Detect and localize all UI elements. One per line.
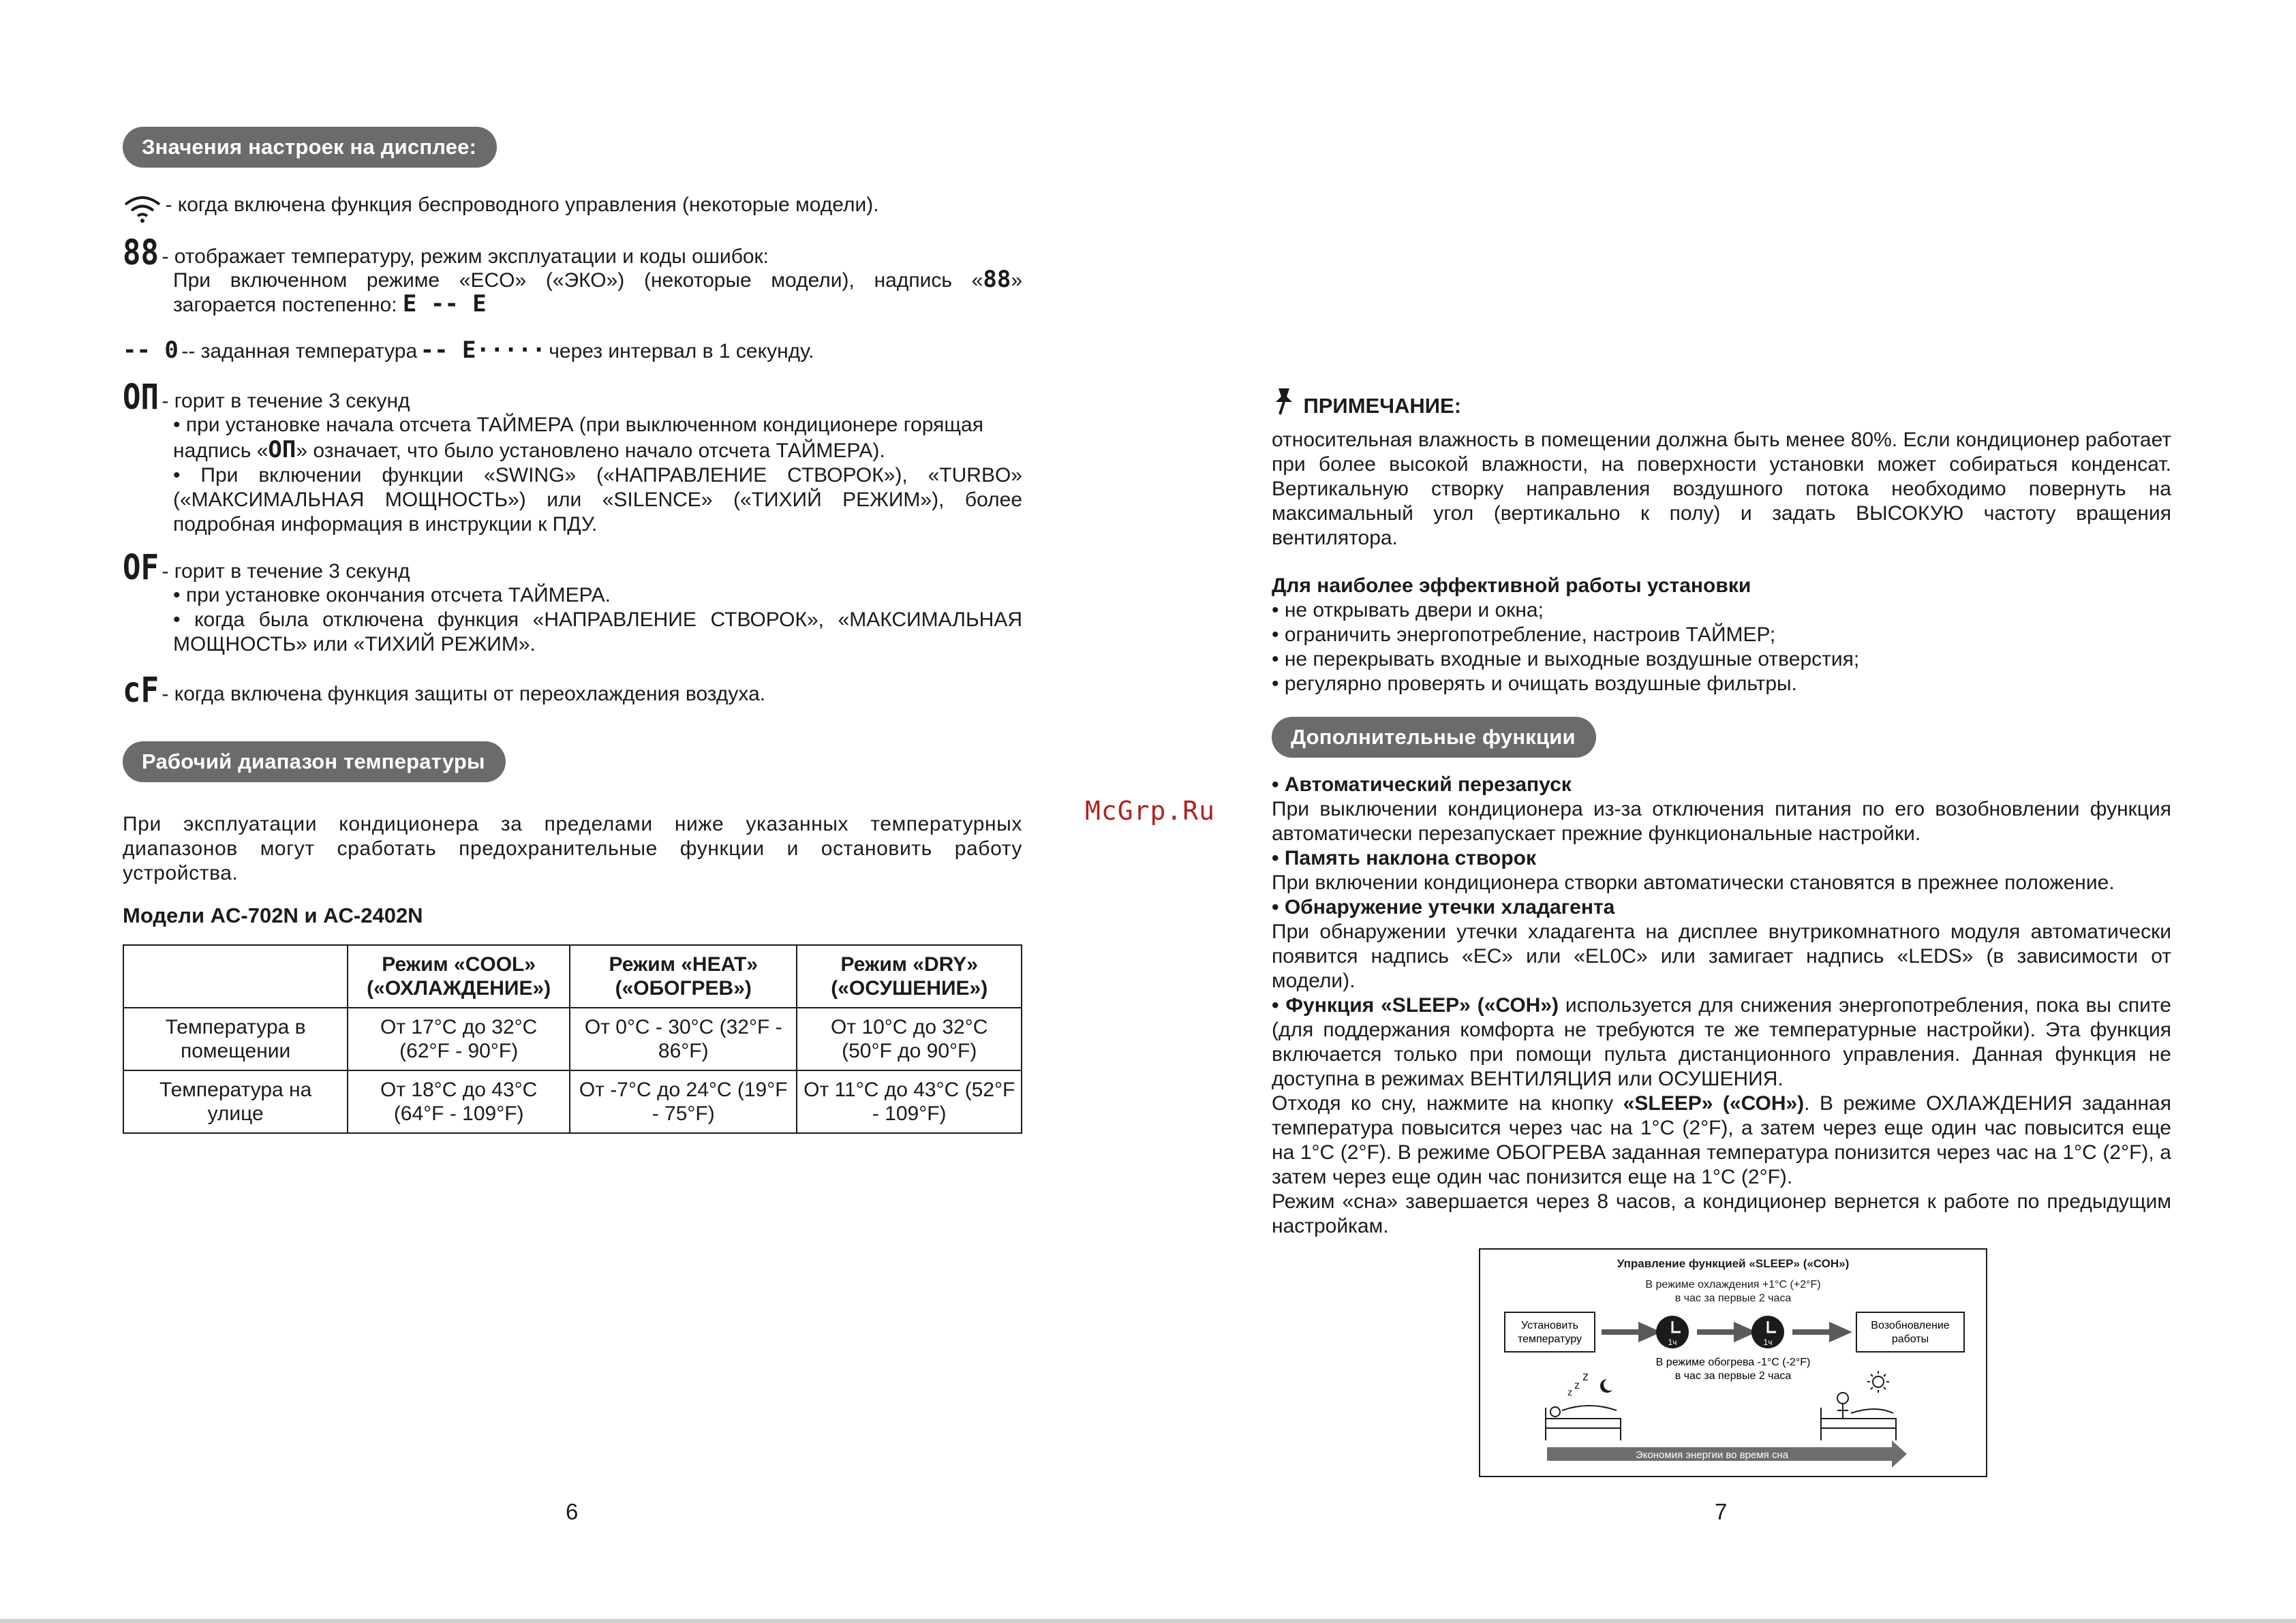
table-cell: От 10°C до 32°C (50°F до 90°F) bbox=[797, 1008, 1022, 1070]
of-line1: - горит в течение 3 секунд bbox=[162, 560, 410, 583]
resume-box-line1: Возобновление bbox=[1871, 1320, 1950, 1331]
on-line1: - горит в течение 3 секунд bbox=[162, 390, 410, 412]
diagram-cool-line1: В режиме охлаждения +1°C (+2°F) bbox=[1645, 1279, 1821, 1290]
wifi-icon bbox=[123, 194, 162, 223]
sleeping-bed-icon bbox=[1546, 1370, 1621, 1440]
restart-text: При выключении кондиционера из-за отключения питания по его возобновлении функция автоматически перезапускает прежние функциональные настройки. bbox=[1272, 798, 2171, 845]
models-title: Модели AC-702N и AC-2402N bbox=[123, 903, 423, 927]
eco-gradual-text: загорается постепенно: bbox=[173, 294, 397, 316]
interval-text-b: через интервал в 1 секунду. bbox=[549, 340, 814, 362]
watermark: McGrp.Ru bbox=[1085, 796, 1216, 826]
arrow-right-icon bbox=[1792, 1326, 1846, 1338]
list-item: • регулярно проверять и очищать воздушные фильтры. bbox=[1272, 673, 1797, 695]
efficiency-block bbox=[1272, 574, 2171, 696]
louver-title: • Память наклона створок bbox=[1272, 847, 1536, 869]
on-line2: • при установке начала отсчета ТАЙМЕРА (при выключенном кондиционере горящая bbox=[173, 414, 983, 436]
interval-row bbox=[123, 337, 1022, 364]
range-section-title: Рабочий диапазон температуры bbox=[123, 741, 506, 782]
table-header-cell bbox=[123, 945, 348, 1008]
temperature-table bbox=[123, 944, 1022, 1134]
set-temp-box-line1: Установить bbox=[1521, 1320, 1578, 1331]
segment-on-small-icon: ОП bbox=[268, 436, 296, 463]
of-details bbox=[123, 583, 1022, 657]
sleep3-text: Режим «сна» завершается через 8 часов, а кондиционер вернется к работе по предыдущим настройкам. bbox=[1272, 1190, 2171, 1237]
svg-text:z: z bbox=[1582, 1370, 1589, 1383]
resume-box bbox=[1856, 1312, 1964, 1352]
wifi-text: - когда включена функция беспроводного управления (некоторые модели). bbox=[165, 194, 879, 217]
moon-icon bbox=[1600, 1379, 1612, 1393]
table-row bbox=[123, 1070, 1022, 1133]
eco-line-2 bbox=[123, 292, 1022, 318]
table-cell: От 0°C - 30°C (32°F - 86°F) bbox=[570, 1008, 797, 1070]
eco-text-b: » bbox=[1011, 269, 1022, 292]
page-number-left: 6 bbox=[566, 1499, 579, 1524]
table-cell: От 18°C до 43°C (64°F - 109°F) bbox=[348, 1070, 570, 1133]
extra-body bbox=[1272, 773, 2171, 1239]
segment-e-icon: Е -- Е bbox=[402, 290, 487, 318]
clock-label: 1ч bbox=[1763, 1338, 1773, 1347]
display-section-header bbox=[123, 127, 1022, 168]
left-page bbox=[123, 0, 1022, 1623]
sleep-title: • Функция «SLEEP» («СОН») bbox=[1272, 994, 1559, 1017]
segment-on-icon: ОП bbox=[123, 377, 159, 418]
sleep-text: используется для снижения энергопотребления, пока вы спите (для поддержания комфорта не требуются те же температурные настройки). Эта функция включается только при помощи пульта дистанционного управления. Данная функция не доступна в режимах ВЕНТИЛЯЦИЯ или ОСУШЕНИЯ. bbox=[1272, 994, 2171, 1090]
leak-text: При обнаружении утечки хладагента на дисплее внутрикомнатного модуля автоматически появится надпись «EC» или «EL0C» или замигает надпись «LEDS» (в зависимости от модели). bbox=[1272, 921, 2171, 992]
table-header-cell: Режим «COOL» («ОХЛАЖДЕНИЕ») bbox=[348, 945, 570, 1008]
on-details bbox=[123, 413, 1022, 537]
table-cell: От 11°C до 43°C (52°F - 109°F) bbox=[797, 1070, 1022, 1133]
display-section-title: Значения настроек на дисплее: bbox=[123, 127, 497, 168]
set-temp-box bbox=[1505, 1312, 1595, 1352]
list-item: • не перекрывать входные и выходные воздушные отверстия; bbox=[1272, 648, 1860, 670]
sleep2-text-a: Отходя ко сну, нажмите на кнопку bbox=[1272, 1092, 1623, 1115]
on-row bbox=[123, 377, 1022, 418]
on-line3a: надпись « bbox=[173, 439, 269, 462]
note-text: относительная влажность в помещении должна быть менее 80%. Если кондиционер работает при более высокой влажности, на поверхности установки может собираться конденсат. Вертикальную створку направления воздушного потока необходимо повернуть на максимальный угол (вертикально к полу) и задать ВЫСОКУЮ частоту вращения вентилятора. bbox=[1272, 429, 2171, 549]
models-row bbox=[123, 903, 1022, 928]
sleep2-bold: «SLEEP» («СОН») bbox=[1623, 1092, 1805, 1115]
svg-text:z: z bbox=[1574, 1380, 1580, 1391]
note-title: ПРИМЕЧАНИЕ: bbox=[1303, 394, 1462, 418]
on-line4: • При включении функции «SWING» («НАПРАВЛЕНИЕ СТВОРОК»), «TURBO» («МАКСИМАЛЬНАЯ МОЩНОСТЬ») или «SILENCE» («ТИХИЙ РЕЖИМ»), более подробная информация в инструкции к ПДУ. bbox=[173, 464, 1022, 536]
energy-bar-label: Экономия энергии во время сна bbox=[1635, 1449, 1789, 1461]
leak-title: • Обнаружение утечки хладагента bbox=[1272, 896, 1615, 918]
eco-text-a: При включенном режиме «ECO» («ЭКО») (некоторые модели), надпись « bbox=[173, 269, 983, 292]
range-section-header bbox=[123, 741, 1022, 782]
sun-icon bbox=[1867, 1371, 1889, 1393]
table-header-cell: Режим «DRY» («ОСУШЕНИЕ») bbox=[797, 945, 1022, 1008]
note-body bbox=[1272, 428, 2171, 551]
waking-bed-icon bbox=[1821, 1393, 1896, 1440]
arrow-right-icon bbox=[1697, 1326, 1750, 1338]
page-number-right: 7 bbox=[1715, 1499, 1728, 1524]
resume-box-line2: работы bbox=[1891, 1333, 1929, 1345]
svg-text:z: z bbox=[1567, 1387, 1572, 1397]
louver-text: При включении кондиционера створки автоматически становятся в прежнее положение. bbox=[1272, 871, 2115, 894]
interval-text-a: -- заданная температура bbox=[181, 340, 418, 362]
temp-line1: - отображает температуру, режим эксплуатации и коды ошибок: bbox=[162, 245, 769, 268]
segment-88-small-icon: 88 bbox=[983, 266, 1011, 293]
table-cell: Температура в помещении bbox=[123, 1008, 348, 1070]
clock-label: 1ч bbox=[1668, 1338, 1677, 1347]
diagram-cool-line2: в час за первые 2 часа bbox=[1674, 1293, 1792, 1304]
cf-text: - когда включена функция защиты от переохлаждения воздуха. bbox=[162, 683, 766, 705]
restart-title: • Автоматический перезапуск bbox=[1272, 773, 1572, 796]
range-intro bbox=[123, 812, 1022, 886]
table-header-row bbox=[123, 945, 1022, 1008]
cf-row bbox=[123, 670, 1022, 711]
efficiency-title: Для наиболее эффективной работы установки bbox=[1272, 574, 1751, 597]
list-item: • ограничить энергопотребление, настроив ТАЙМЕР; bbox=[1272, 623, 1776, 646]
temp-display-row bbox=[123, 233, 1022, 273]
segment-set-temp-icon: -- 0 bbox=[123, 337, 179, 364]
table-cell: Температура на улице bbox=[123, 1070, 348, 1133]
table-cell: От 17°C до 32°C (62°F - 90°F) bbox=[348, 1008, 570, 1070]
table-cell: От -7°C до 24°C (19°F - 75°F) bbox=[570, 1070, 797, 1133]
pushpin-icon bbox=[1272, 386, 1300, 417]
sleep-diagram-svg bbox=[1480, 1250, 1986, 1476]
range-intro-text: При эксплуатации кондиционера за пределами ниже указанных температурных диапазонов могут сработать предохранительные функции и остановить работу устройства. bbox=[123, 813, 1022, 884]
diagram-heat-line2: в час за первые 2 часа bbox=[1674, 1370, 1792, 1382]
sleep2-text-b: . В режиме ОХЛАЖДЕНИЯ заданная температура повысится через час на 1°C (2°F), а затем через еще один час повысится еще на 1°C (2°F). В режиме ОБОГРЕВА заданная температура понизится через час на 1°C (2°F), а затем через еще один час понизится еще на 1°C (2°F). bbox=[1272, 1092, 2171, 1188]
segment-88-icon: 88 bbox=[123, 233, 159, 273]
extra-section-header bbox=[1272, 717, 2171, 758]
clock-icon bbox=[1751, 1316, 1784, 1348]
of-row bbox=[123, 548, 1022, 588]
diagram-title: Управление функцией «SLEEP» («СОН») bbox=[1617, 1257, 1850, 1270]
list-item: • не открывать двери и окна; bbox=[1272, 599, 1544, 621]
note-header bbox=[1272, 386, 2171, 418]
of-line2: • при установке окончания отсчета ТАЙМЕРА. bbox=[173, 584, 611, 606]
on-line3b: » означает, что было установлено начало отсчета ТАЙМЕРА). bbox=[296, 439, 885, 462]
diagram-heat-line1: В режиме обогрева -1°C (-2°F) bbox=[1655, 1357, 1811, 1368]
segment-e-blink-icon: -- Е····· bbox=[420, 337, 546, 364]
of-line3: • когда была отключена функция «НАПРАВЛЕНИЕ СТВОРОК», «МАКСИМАЛЬНАЯ МОЩНОСТЬ» или «ТИХИЙ РЕЖИМ». bbox=[173, 608, 1022, 655]
page-bottom-edge bbox=[0, 1619, 2296, 1623]
sleep-diagram bbox=[1479, 1248, 1987, 1477]
arrow-right-icon bbox=[1602, 1326, 1655, 1338]
eco-line bbox=[123, 267, 1022, 293]
table-row bbox=[123, 1008, 1022, 1070]
table-header-cell: Режим «HEAT» («ОБОГРЕВ») bbox=[570, 945, 797, 1008]
clock-icon bbox=[1656, 1316, 1689, 1348]
segment-cf-icon: cF bbox=[123, 670, 159, 711]
segment-of-icon: ОF bbox=[123, 548, 159, 588]
extra-section-title: Дополнительные функции bbox=[1272, 717, 1596, 758]
set-temp-box-line2: температуру bbox=[1517, 1333, 1582, 1345]
wifi-row bbox=[123, 194, 1022, 223]
